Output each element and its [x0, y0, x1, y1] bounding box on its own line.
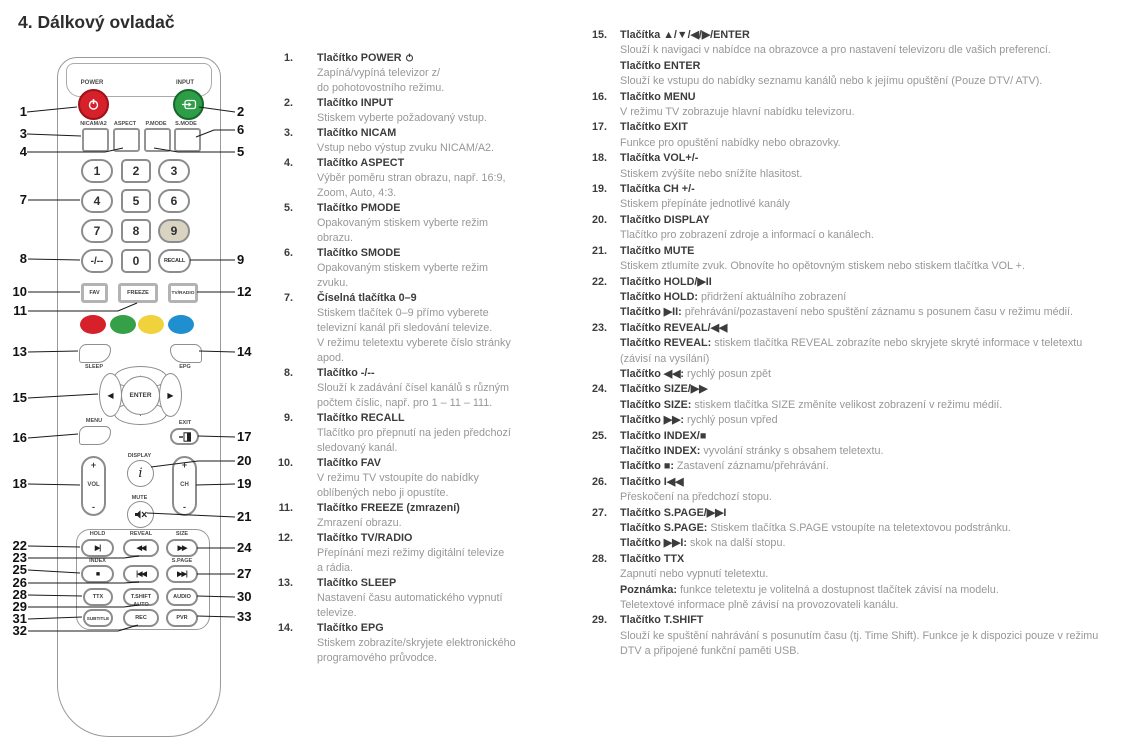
- legend-column-15-29: [592, 28, 1112, 660]
- legend-item-text: Přeskočení na předchozí stopu.: [620, 491, 772, 504]
- legend-item-heading: Tlačítko T.SHIFT: [620, 614, 704, 627]
- volume-rocker: [81, 456, 106, 516]
- callout-number-12: 12: [237, 284, 252, 299]
- callout-number-15: 15: [12, 390, 27, 405]
- hold-button-label: HOLD: [89, 531, 106, 537]
- legend-item-text: Tlačítko INDEX: vyvolání stránky s obsahem teletextu.: [620, 444, 884, 457]
- callout-number-30: 30: [237, 589, 252, 604]
- menu-button: [79, 426, 111, 445]
- digit-5-button: 5: [121, 189, 151, 213]
- aspect-button-label: ASPECT: [113, 121, 137, 127]
- callout-number-29: 29: [12, 599, 27, 614]
- red-color-button: [80, 315, 106, 334]
- legend-item: [592, 244, 1112, 275]
- ttx-button: [83, 588, 113, 606]
- digit-0-button: 0: [121, 249, 151, 273]
- legend-item-number: 16.: [592, 90, 608, 103]
- callout-number-20: 20: [237, 453, 252, 468]
- digit-6-button: 6: [158, 189, 190, 213]
- pmode-button: [144, 128, 171, 152]
- legend-item-text: Tlačítko SIZE: stiskem tlačítka SIZE změníte velikost zobrazení v režimu médií.: [620, 398, 1003, 411]
- legend-item-number: 6.: [283, 247, 293, 259]
- legend-item-number: 5.: [283, 202, 293, 214]
- audio-button: [166, 588, 198, 606]
- enter-button: ENTER: [121, 376, 160, 415]
- spage-next-track-button: [166, 565, 198, 583]
- mute-button: [127, 501, 154, 528]
- hold-play-pause-button: [81, 539, 114, 557]
- spage-button-label: S.PAGE: [171, 558, 193, 564]
- legend-item-text: Tlačítko pro zobrazení zdroje a informací o kanálech.: [620, 229, 874, 242]
- recall-button: RECALL: [158, 249, 191, 273]
- callout-number-28: 28: [12, 587, 27, 602]
- legend-item-text: Stiskem tlačítek 0–9 přímo vyberete: [317, 307, 489, 319]
- freeze-button: FREEZE: [118, 283, 158, 303]
- remote-illustration: [57, 57, 221, 737]
- legend-item-text: Tlačítko REVEAL: stiskem tlačítka REVEAL zobrazíte nebo skryjete skryté informace v teletextu (závisí na vysílání): [620, 337, 1083, 365]
- menu-button-label: MENU: [85, 418, 103, 424]
- legend-item-number: 17.: [592, 121, 608, 134]
- legend-item-heading: Tlačítko FREEZE (zmrazení): [317, 502, 460, 514]
- display-button-label: DISPLAY: [127, 453, 152, 459]
- legend-item: [592, 382, 1112, 428]
- callout-number-17: 17: [237, 429, 252, 444]
- fast-forward-icon: ▶▶: [177, 545, 187, 552]
- callout-number-18: 18: [12, 476, 27, 491]
- legend-item-text: obrazu.: [317, 232, 354, 244]
- legend-item-text: V režimu TV zobrazuje hlavní nabídku televizoru.: [620, 106, 855, 119]
- callout-number-14: 14: [237, 344, 252, 359]
- callout-number-4: 4: [19, 144, 27, 159]
- legend-item-heading: Tlačítka ▲/▼/◀/▶/ENTER: [620, 29, 750, 41]
- audio-button-text: AUDIO: [173, 594, 191, 600]
- legend-item: [276, 531, 582, 576]
- reveal-button-label: REVEAL: [129, 531, 153, 537]
- ch-minus-label: -: [183, 502, 186, 512]
- legend-item: [276, 96, 582, 126]
- legend-item-heading: Tlačítka CH +/-: [620, 183, 695, 196]
- legend-item-text: Přepínání mezi režimy digitální televize: [317, 547, 505, 559]
- legend-item: [592, 182, 1112, 213]
- epg-button-label: EPG: [179, 364, 191, 370]
- legend-item-number: 9.: [283, 412, 293, 424]
- callout-number-13: 13: [12, 344, 27, 359]
- digit-8-button: 8: [121, 219, 151, 243]
- digit-2-button: 2: [121, 159, 151, 183]
- legend-item: [276, 411, 582, 456]
- callout-number-22: 22: [12, 538, 27, 553]
- legend-item-text: Tlačítko ▶II: přehrávání/pozastavení nebo spuštění záznamu s posunem času v režimu médií.: [620, 306, 1074, 319]
- legend-item-heading: Tlačítko INDEX/■: [620, 429, 707, 442]
- legend-item-heading: Tlačítko TTX: [620, 552, 685, 565]
- legend-item: [276, 156, 582, 201]
- legend-item: [276, 366, 582, 411]
- legend-item: [592, 552, 1112, 614]
- digit-9-button: 9: [158, 219, 190, 243]
- legend-item-heading: Tlačítko FAV: [317, 457, 381, 469]
- page-title: 4. Dálkový ovladač: [18, 12, 175, 32]
- legend-item-heading: Tlačítko EXIT: [620, 121, 688, 134]
- legend-item-heading: Tlačítko I◀◀: [620, 475, 684, 488]
- legend-item-number: 3.: [283, 127, 293, 139]
- legend-item-number: 20.: [592, 213, 608, 226]
- legend-item-text: Tlačítko ENTER: [620, 59, 701, 72]
- dash-button: -/--: [81, 249, 113, 273]
- legend-item: [592, 429, 1112, 475]
- ttx-button-text: TTX: [92, 594, 104, 600]
- channel-rocker: [172, 456, 197, 516]
- legend-item: [592, 213, 1112, 244]
- subtitle-button-text: SUBTITLE: [86, 615, 110, 621]
- callout-number-24: 24: [237, 540, 252, 555]
- legend-item-text: Poznámka: funkce teletextu je volitelná a dostupnost tlačítek závisí na modelu.: [620, 583, 999, 596]
- digit-1-button: 1: [81, 159, 113, 183]
- legend-item-text: Zapnutí nebo vypnutí teletextu.: [620, 568, 769, 581]
- subtitle-button: [83, 609, 113, 627]
- legend-item-text: Slouží ke vstupu do nabídky seznamu kanálů nebo k jejímu opuštění (Pouze DTV/ ATV).: [620, 75, 1043, 88]
- legend-item-text: Zoom, Auto, 4:3.: [317, 187, 397, 199]
- legend-item-text: televizní kanál při sledování televize.: [317, 322, 493, 334]
- green-color-button: [110, 315, 136, 334]
- callout-number-31: 31: [12, 611, 27, 626]
- smode-button: [174, 128, 201, 152]
- legend-item: [592, 151, 1112, 182]
- legend-item-text: V režimu teletextu vyberete číslo stránky: [317, 337, 511, 349]
- legend-item-text: Zapíná/vypíná televizor z/: [317, 67, 441, 79]
- legend-item-text: Stiskem přepínáte jednotlivé kanály: [620, 198, 790, 211]
- legend-item: [276, 501, 582, 531]
- play-pause-icon: ▶|: [94, 545, 101, 552]
- legend-item-text: Stiskem zobrazíte/skryjete elektronického: [317, 637, 516, 649]
- legend-item-number: 11.: [278, 502, 293, 514]
- aspect-button: [113, 128, 140, 152]
- legend-item: [276, 621, 582, 666]
- legend-item-heading: Tlačítko REVEAL/◀◀: [620, 321, 728, 334]
- legend-item-text: Funkce pro opuštění nabídky nebo obrazovky.: [620, 136, 841, 149]
- legend-item-heading: Tlačítko HOLD/▶II: [620, 275, 712, 288]
- digit-3-button: 3: [158, 159, 190, 183]
- legend-item: [592, 321, 1112, 383]
- display-button: [127, 460, 154, 487]
- legend-item-number: 28.: [592, 552, 608, 565]
- fav-button: FAV: [81, 283, 108, 303]
- legend-item-text: Výběr poměru stran obrazu, např. 16:9,: [317, 172, 506, 184]
- legend-item: [276, 576, 582, 621]
- rec-button-text: REC: [135, 615, 147, 621]
- input-icon: [181, 99, 197, 110]
- size-button-label: SIZE: [175, 531, 189, 537]
- legend-item-text: Slouží ke spuštění nahrávání s posunutím času (tj. Time Shift). Funkce je k dispozici pouze v režimu DTV a připojené funkční paměti USB.: [620, 629, 1099, 658]
- vol-plus-label: +: [90, 460, 97, 470]
- legend-item-number: 29.: [592, 614, 608, 627]
- index-stop-button: [81, 565, 114, 583]
- info-icon: i: [138, 466, 143, 481]
- callout-number-2: 2: [237, 104, 245, 119]
- legend-item-text: počtem číslic, např. pro 1 – 11 – 111.: [317, 397, 493, 409]
- legend-item-number: 13.: [277, 577, 293, 589]
- pvr-button-text: PVR: [176, 615, 188, 621]
- callout-number-10: 10: [12, 284, 27, 299]
- legend-item-number: 21.: [592, 244, 608, 257]
- input-button: [173, 89, 204, 120]
- exit-button-label: EXIT: [178, 420, 192, 426]
- sleep-button-label: SLEEP: [84, 364, 104, 370]
- digit-7-button: 7: [81, 219, 113, 243]
- legend-item-text: oblíbených nebo ji opustíte.: [317, 487, 449, 499]
- legend-item-number: 22.: [592, 275, 608, 288]
- callout-number-27: 27: [237, 566, 252, 581]
- legend-item-text: Tlačítko ▶▶: rychlý posun vpřed: [620, 414, 778, 427]
- power-button-label: POWER: [80, 80, 104, 86]
- legend-item: [592, 28, 1112, 90]
- legend-item-text: a rádia.: [317, 562, 354, 574]
- ch-label: CH: [180, 482, 189, 488]
- legend-item-number: 15.: [592, 29, 608, 41]
- legend-item-text: programového průvodce.: [317, 652, 438, 664]
- callout-number-5: 5: [237, 144, 245, 159]
- legend-item-text: Tlačítko S.PAGE: Stiskem tlačítka S.PAGE vstoupíte na teletextovou podstránku.: [620, 522, 1011, 534]
- legend-item-text: Stiskem ztlumíte zvuk. Obnovíte ho opětovným stiskem nebo stiskem tlačítka VOL +.: [620, 260, 1025, 273]
- callout-number-11: 11: [13, 303, 27, 318]
- legend-item-text: apod.: [317, 352, 345, 364]
- legend-item: [276, 126, 582, 156]
- exit-button: [170, 428, 199, 445]
- previous-track-button: [123, 565, 159, 583]
- power-icon: [87, 98, 100, 111]
- legend-item-text: zvuku.: [317, 277, 349, 289]
- auto-label: AUTO: [133, 602, 149, 608]
- legend-item-number: 18.: [592, 152, 608, 165]
- callout-number-23: 23: [12, 550, 27, 565]
- legend-item: [276, 456, 582, 501]
- power-icon: [405, 53, 414, 62]
- input-button-label: INPUT: [176, 80, 194, 86]
- callout-number-3: 3: [19, 126, 27, 141]
- legend-item: [276, 291, 582, 366]
- callout-number-25: 25: [12, 562, 27, 577]
- mute-button-label: MUTE: [131, 495, 148, 501]
- reveal-rewind-button: [123, 539, 159, 557]
- exit-icon: [178, 432, 192, 442]
- size-fast-forward-button: [166, 539, 198, 557]
- legend-item-heading: Číselná tlačítka 0–9: [317, 292, 417, 304]
- legend-item-text: V režimu TV vstoupíte do nabídky: [317, 472, 479, 484]
- callout-number-9: 9: [237, 252, 245, 267]
- legend-item-text: Slouží k zadávání čísel kanálů s různým: [317, 382, 510, 394]
- rec-button: [123, 609, 159, 627]
- callout-number-19: 19: [237, 476, 252, 491]
- left-arrow-button: ◀: [99, 373, 122, 417]
- smode-button-label: S.MODE: [175, 121, 197, 127]
- nicam-button-label: NICAM/A2: [80, 121, 107, 127]
- legend-item: [592, 120, 1112, 151]
- legend-item-number: 24.: [592, 383, 608, 396]
- legend-item: [592, 275, 1112, 321]
- digit-4-button: 4: [81, 189, 113, 213]
- yellow-color-button: [138, 315, 164, 334]
- legend-column-1-14: [276, 51, 582, 666]
- legend-item-text: do pohotovostního režimu.: [317, 82, 445, 94]
- legend-item-text: Tlačítko ▶▶I: skok na další stopu.: [620, 537, 786, 550]
- pvr-button: [166, 609, 198, 627]
- legend-item-number: 26.: [592, 475, 608, 488]
- legend-item-text: Stiskem vyberte požadovaný vstup.: [317, 112, 487, 124]
- legend-item-text: televize.: [317, 607, 357, 619]
- power-button: [78, 89, 109, 120]
- legend-item-text: Zmrazení obrazu.: [317, 517, 402, 529]
- next-track-icon: ▶▶|: [177, 571, 187, 578]
- legend-item-text: Vstup nebo výstup zvuku NICAM/A2.: [317, 142, 495, 154]
- legend-item-text: Tlačítko ◀◀: rychlý posun zpět: [620, 367, 772, 380]
- legend-item-text: Opakovaným stiskem vyberte režim: [317, 262, 488, 274]
- vol-minus-label: -: [92, 502, 95, 512]
- legend-item-text: Nastavení času automatického vypnutí: [317, 592, 503, 604]
- callout-number-7: 7: [19, 192, 27, 207]
- legend-item-text: Tlačítko HOLD: přidržení aktuálního zobrazení: [620, 290, 847, 303]
- legend-item-text: Tlačítko pro přepnutí na jeden předchozí: [317, 427, 511, 439]
- legend-item: [276, 246, 582, 291]
- legend-item-number: 23.: [592, 321, 608, 334]
- legend-item: [592, 506, 1112, 552]
- legend-item-heading: Tlačítko S.PAGE/▶▶I: [620, 506, 727, 519]
- right-arrow-button: ▶: [159, 373, 182, 417]
- legend-item-text: Slouží k navigaci v nabídce na obrazovce a pro nastavení televizoru dle vašich preferencí.: [620, 44, 1051, 57]
- tv-radio-button: TV/RADIO: [168, 283, 198, 303]
- legend-item-heading: Tlačítko ASPECT: [317, 157, 405, 169]
- legend-item-heading: Tlačítko TV/RADIO: [317, 532, 413, 544]
- legend-item-text: sledovaný kanál.: [317, 442, 398, 454]
- legend-item-number: 2.: [283, 97, 293, 109]
- legend-item-heading: Tlačítko POWER: [317, 51, 444, 66]
- rewind-icon: ◀◀: [136, 545, 146, 552]
- callout-number-8: 8: [19, 251, 27, 266]
- legend-item-heading: Tlačítko SMODE: [317, 247, 401, 259]
- callout-number-6: 6: [237, 122, 245, 137]
- legend-item-number: 4.: [283, 157, 293, 169]
- pmode-button-label: P.MODE: [145, 121, 167, 127]
- legend-item-number: 27.: [592, 506, 608, 519]
- legend-item-number: 14.: [277, 622, 293, 634]
- legend-item-heading: Tlačítko MUTE: [620, 244, 695, 257]
- blue-color-button: [168, 315, 194, 334]
- legend-item-number: 8.: [283, 367, 293, 379]
- legend-item-number: 7.: [283, 292, 293, 304]
- legend-item-number: 1.: [283, 52, 293, 64]
- legend-item-number: 10.: [277, 457, 293, 469]
- tshift-button-text: T.SHIFT: [130, 594, 152, 600]
- legend-item-text: Opakovaným stiskem vyberte režim: [317, 217, 488, 229]
- legend-item-heading: Tlačítka VOL+/-: [620, 152, 699, 165]
- legend-item-heading: Tlačítko SLEEP: [317, 577, 397, 589]
- legend-item-heading: Tlačítko INPUT: [317, 97, 394, 109]
- legend-item-heading: Tlačítko NICAM: [317, 127, 397, 139]
- legend-item: [592, 90, 1112, 121]
- callout-number-32: 32: [12, 623, 27, 638]
- legend-item-heading: Tlačítko PMODE: [317, 202, 401, 214]
- legend-item-text: Tlačítko ■: Zastavení záznamu/přehrávání.: [620, 460, 829, 473]
- sleep-button: [79, 344, 111, 363]
- stop-icon: ■: [95, 570, 100, 578]
- legend-item: [276, 201, 582, 246]
- legend-item: [592, 475, 1112, 506]
- legend-item-number: 12.: [277, 532, 293, 544]
- ch-plus-label: +: [181, 460, 188, 470]
- callout-number-33: 33: [237, 609, 252, 624]
- previous-track-icon: |◀◀: [136, 571, 146, 578]
- legend-item-text: Stiskem zvýšíte nebo snížíte hlasitost.: [620, 167, 803, 180]
- legend-item-text: Teletextové informace plně závisí na provozovateli kanálu.: [620, 599, 899, 612]
- vol-label: VOL: [87, 482, 100, 488]
- legend-item: [592, 613, 1112, 659]
- legend-item-heading: Tlačítko MENU: [620, 90, 696, 103]
- callout-number-26: 26: [12, 575, 27, 590]
- nicam-button: [82, 128, 109, 152]
- legend-item-number: 25.: [592, 429, 608, 442]
- mute-icon: [134, 509, 148, 520]
- legend-item-heading: Tlačítko DISPLAY: [620, 213, 710, 226]
- legend-item-heading: Tlačítko SIZE/▶▶: [620, 383, 708, 396]
- callout-number-16: 16: [12, 430, 27, 445]
- callout-number-1: 1: [19, 104, 27, 119]
- index-button-label: INDEX: [89, 558, 106, 564]
- legend-item-number: 19.: [592, 183, 608, 196]
- legend-item-heading: Tlačítko RECALL: [317, 412, 405, 424]
- epg-button: [170, 344, 202, 363]
- callout-number-21: 21: [237, 509, 252, 524]
- legend-item: [276, 51, 582, 96]
- legend-item-heading: Tlačítko -/--: [317, 367, 375, 379]
- legend-item-heading: Tlačítko EPG: [317, 622, 384, 634]
